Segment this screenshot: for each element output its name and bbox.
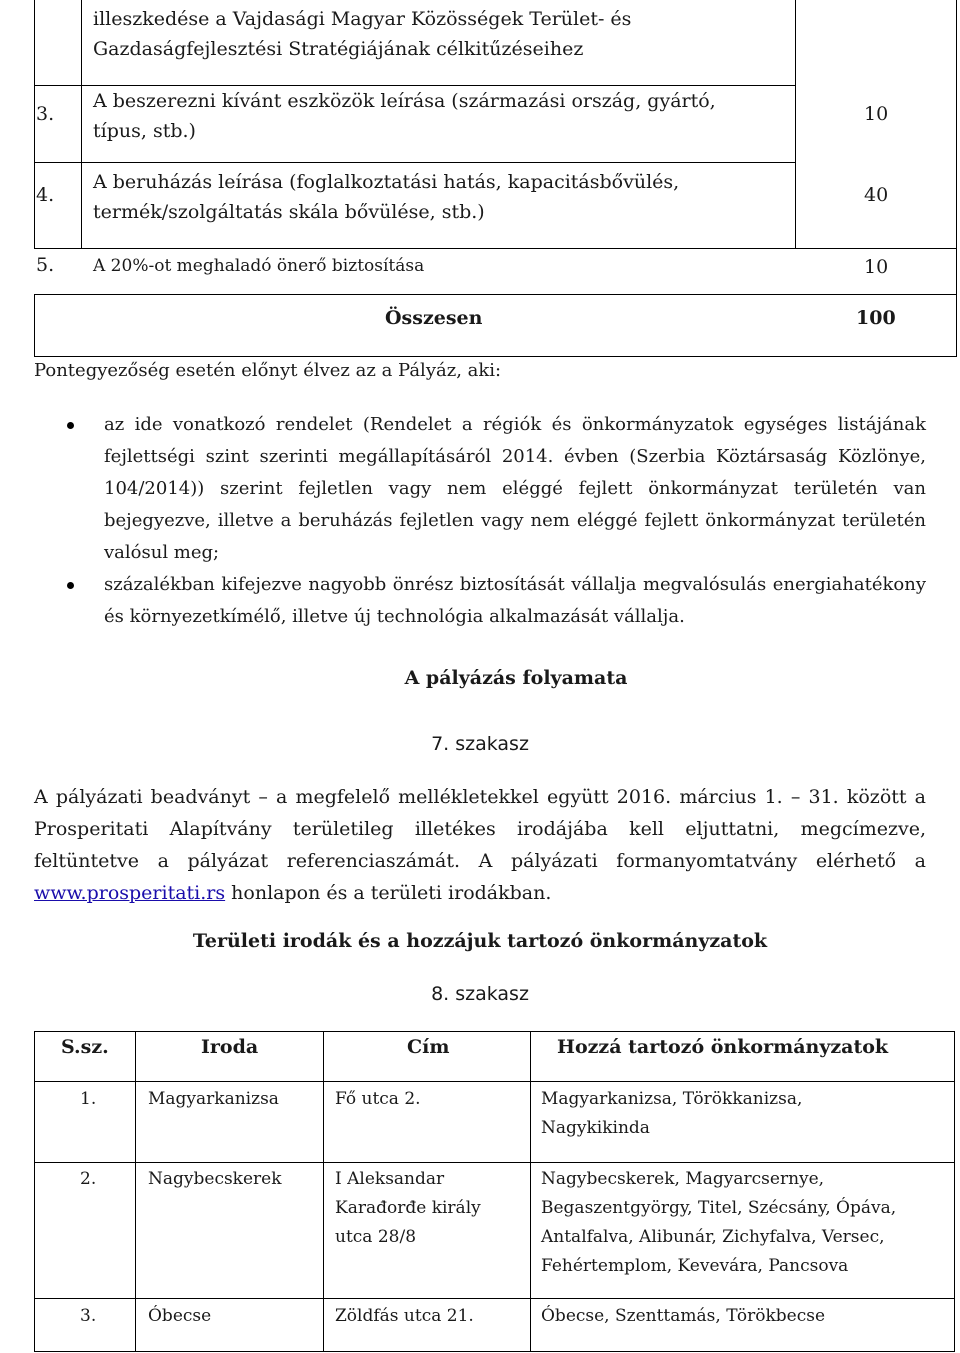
criteria-total-label: Összesen bbox=[385, 307, 483, 329]
office-row-2-office: Nagybecskerek bbox=[148, 1169, 282, 1189]
section-7-paragraph bbox=[34, 781, 926, 909]
office-row-3-no: 3. bbox=[80, 1306, 97, 1326]
criteria-total-points: 100 bbox=[856, 307, 896, 329]
section-7-text-before: A pályázati beadványt – a megfelelő mellékletekkel együtt 2016. március 1. – 31. között a Prosperitati Alapítvány területileg illetékes irodájába kell eljuttatni, megcímezve, feltüntetve a pályázat referenciaszámát. A pályázati formanyomtatvány elérhető a bbox=[34, 786, 926, 872]
offices-header-no: S.sz. bbox=[61, 1036, 109, 1058]
criteria-row3-points: 10 bbox=[864, 103, 889, 125]
criteria-row3-number: 3. bbox=[36, 103, 55, 125]
criteria-row4-text: A beruházás leírása (foglalkoztatási hatás, kapacitásbővülés, termék/szolgáltatás skála bővülése, stb.) bbox=[93, 171, 680, 223]
criteria-row5-number: 5. bbox=[36, 254, 55, 276]
office-row-2-municipalities: Nagybecskerek, Magyarcsernye, Begaszentgyörgy, Titel, Szécsány, Ópáva, Antalfalva, Alibunár, Zichyfalva, Versec, Fehértemplom, Kevevára, Pancsova bbox=[541, 1169, 897, 1276]
section-7-text-after: honlapon és a területi irodákban. bbox=[225, 882, 552, 904]
office-row-1-address: Fő utca 2. bbox=[335, 1089, 421, 1109]
office-row-1-municipalities: Magyarkanizsa, Törökkanizsa, Nagykikinda bbox=[541, 1089, 803, 1138]
offices-header-address: Cím bbox=[407, 1036, 450, 1058]
offices-table bbox=[34, 1031, 955, 1352]
criteria-row5-text: A 20%-ot meghaladó önerő biztosítása bbox=[93, 256, 425, 276]
section-8-label: 8. szakasz bbox=[431, 983, 529, 1005]
prosperitati-link[interactable]: www.prosperitati.rs bbox=[34, 882, 226, 904]
criteria-row4-number: 4. bbox=[36, 184, 55, 206]
criteria-row2-text: illeszkedése a Vajdasági Magyar Közösségek Terület- és Gazdaságfejlesztési Stratégiájának célkitűzéseihez bbox=[93, 8, 632, 60]
section-7-label: 7. szakasz bbox=[431, 733, 529, 755]
priority-bullet-1: az ide vonatkozó rendelet (Rendelet a régiók és önkormányzatok egységes listájának fejlettségi szint szerinti megállapításáról 2014. évben (Szerbia Köztársaság Közlönye, 104/2014)) szerint fejletlen vagy nem eléggé fejlett önkormányzat területén van bejegyezve, illetve a beruházás fejletlen vagy nem eléggé fejlett önkormányzat területén valósul meg; bbox=[104, 414, 926, 563]
criteria-row4-points: 40 bbox=[864, 184, 889, 206]
office-row-1-office: Magyarkanizsa bbox=[148, 1089, 279, 1109]
office-row-3-municipalities: Óbecse, Szenttamás, Törökbecse bbox=[541, 1306, 826, 1326]
offices-heading: Területi irodák és a hozzájuk tartozó önkormányzatok bbox=[192, 930, 768, 952]
bullet-dot bbox=[67, 582, 74, 589]
criteria-row5-points: 10 bbox=[864, 256, 889, 278]
office-row-1-no: 1. bbox=[80, 1089, 97, 1109]
offices-header-office: Iroda bbox=[201, 1036, 259, 1058]
criteria-row3-text: A beszerezni kívánt eszközök leírása (származási ország, gyártó, típus, stb.) bbox=[93, 90, 716, 142]
process-heading: A pályázás folyamata bbox=[404, 667, 628, 689]
bullet-dot bbox=[67, 422, 74, 429]
office-row-3-office: Óbecse bbox=[148, 1306, 212, 1326]
priority-bullet-2: százalékban kifejezve nagyobb önrész biztosítását vállalja megvalósulás energiahatékony és környezetkímélő, illetve új technológia alkalmazását vállalja. bbox=[104, 574, 926, 627]
office-row-3-address: Zöldfás utca 21. bbox=[335, 1306, 474, 1326]
offices-header-municipalities: Hozzá tartozó önkormányzatok bbox=[557, 1036, 889, 1058]
priority-intro: Pontegyezőség esetén előnyt élvez az a Pályáz, aki: bbox=[34, 360, 502, 381]
office-row-2-address: I Aleksandar Karađorđe király utca 28/8 bbox=[335, 1169, 481, 1247]
office-row-2-no: 2. bbox=[80, 1169, 97, 1189]
